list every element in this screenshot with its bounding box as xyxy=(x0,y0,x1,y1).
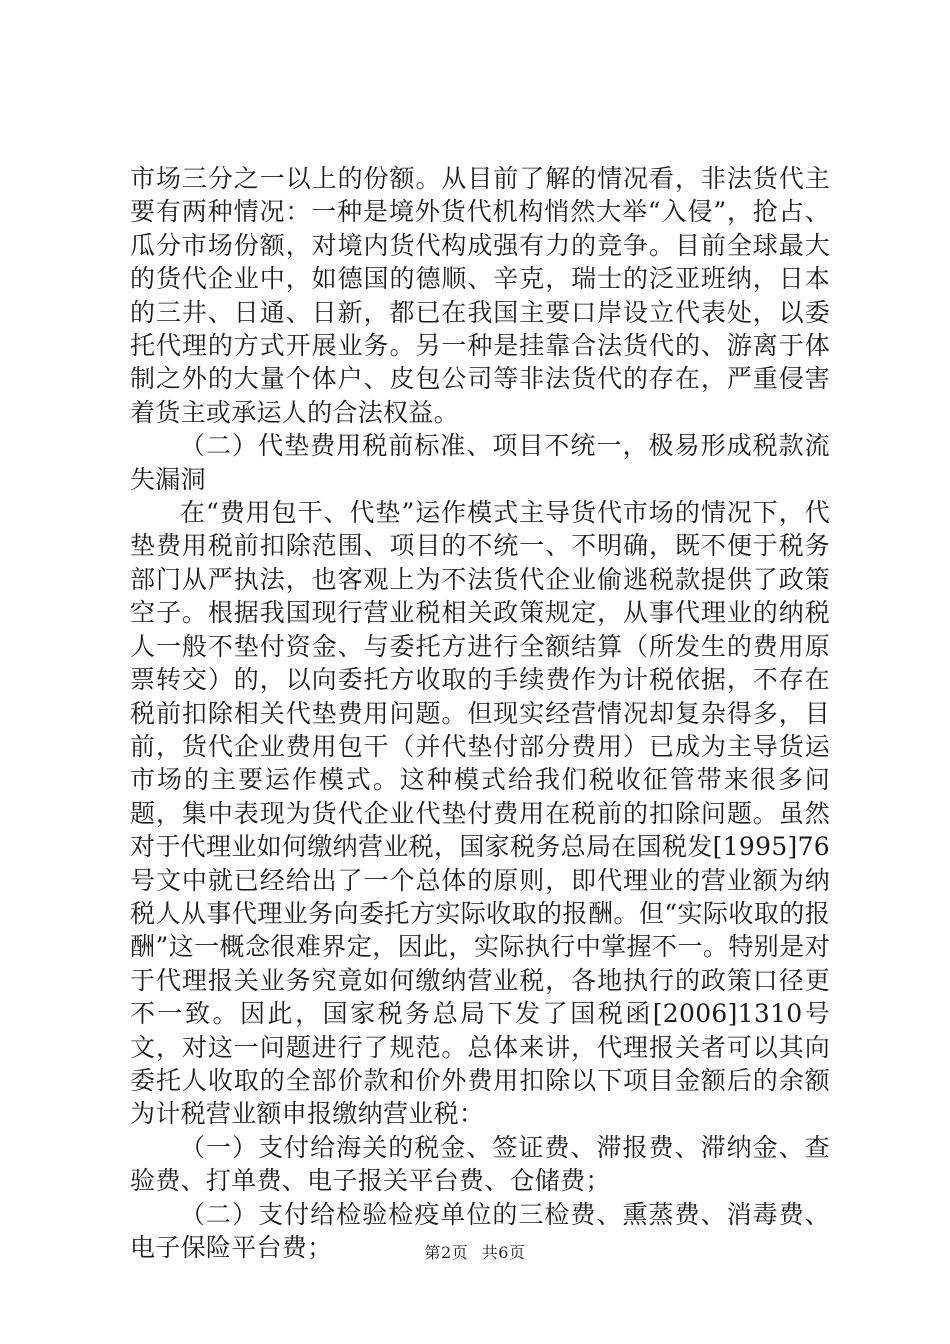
page-footer xyxy=(0,1240,950,1263)
page-number: 第2页 xyxy=(424,1243,469,1262)
list-item-customs: （一）支付给海关的税金、签证费、滞报费、滞纳金、查验费、打单费、电子报关平台费、仓储费； xyxy=(130,1132,830,1196)
page-total: 共6页 xyxy=(481,1243,526,1262)
document-body xyxy=(130,162,830,1264)
section-heading-2: （二）代垫费用税前标准、项目不统一，极易形成税款流失漏洞 xyxy=(130,431,830,494)
paragraph-market-share: 市场三分之一以上的份额。从目前了解的情况看，非法货代主要有两种情况：一种是境外货代机构悄然大举“入侵”，抢占、瓜分市场份额，对境内货代构成强有力的竞争。目前全球最大的货代企业中，如德国的德顺、辛克，瑞士的泛亚班纳，日本的三井、日通、日新，都已在我国主要口岸设立代表处，以委托代理的方式开展业务。另一种是挂靠合法货代的、游离于体制之外的大量个体户、皮包公司等非法货代的存在，严重侵害着货主或承运人的合法权益。 xyxy=(130,164,830,427)
list-item-inspection: （二）支付给检验检疫单位的三检费、熏蒸费、消毒费、电子保险平台费； xyxy=(130,1199,830,1262)
paragraph-advance-fees: 在“费用包干、代垫”运作模式主导货代市场的情况下，代垫费用税前扣除范围、项目的不统一、不明确，既不便于税务部门从严执法，也客观上为不法货代企业偷逃税款提供了政策空子。根据我国现行营业税相关政策规定，从事代理业的纳税人一般不垫付资金、与委托方进行全额结算（所发生的费用原票转交）的，以向委托方收取的手续费作为计税依据，不存在税前扣除相关代垫费用问题。但现实经营情况却复杂得多，目前，货代企业费用包干（并代垫付部分费用）已成为主导货运市场的主要运作模式。这种模式给我们税收征管带来很多问题，集中表现为货代企业代垫付费用在税前的扣除问题。虽然对于代理业如何缴纳营业税，国家税务总局在国税发[1995]76号文中就已经给出了一个总体的原则，即代理业的营业额为纳税人从事代理业务向委托方实际收取的报酬。但“实际收取的报酬”这一概念很难界定，因此，实际执行中掌握不一。特别是对于代理报关业务究竟如何缴纳营业税，各地执行的政策口径更不一致。因此，国家税务总局下发了国税函[2006]1310号文，对这一问题进行了规范。总体来讲，代理报关者可以其向委托人收取的全部价款和价外费用扣除以下项目金额后的余额为计税营业额申报缴纳营业税： xyxy=(130,498,830,1129)
